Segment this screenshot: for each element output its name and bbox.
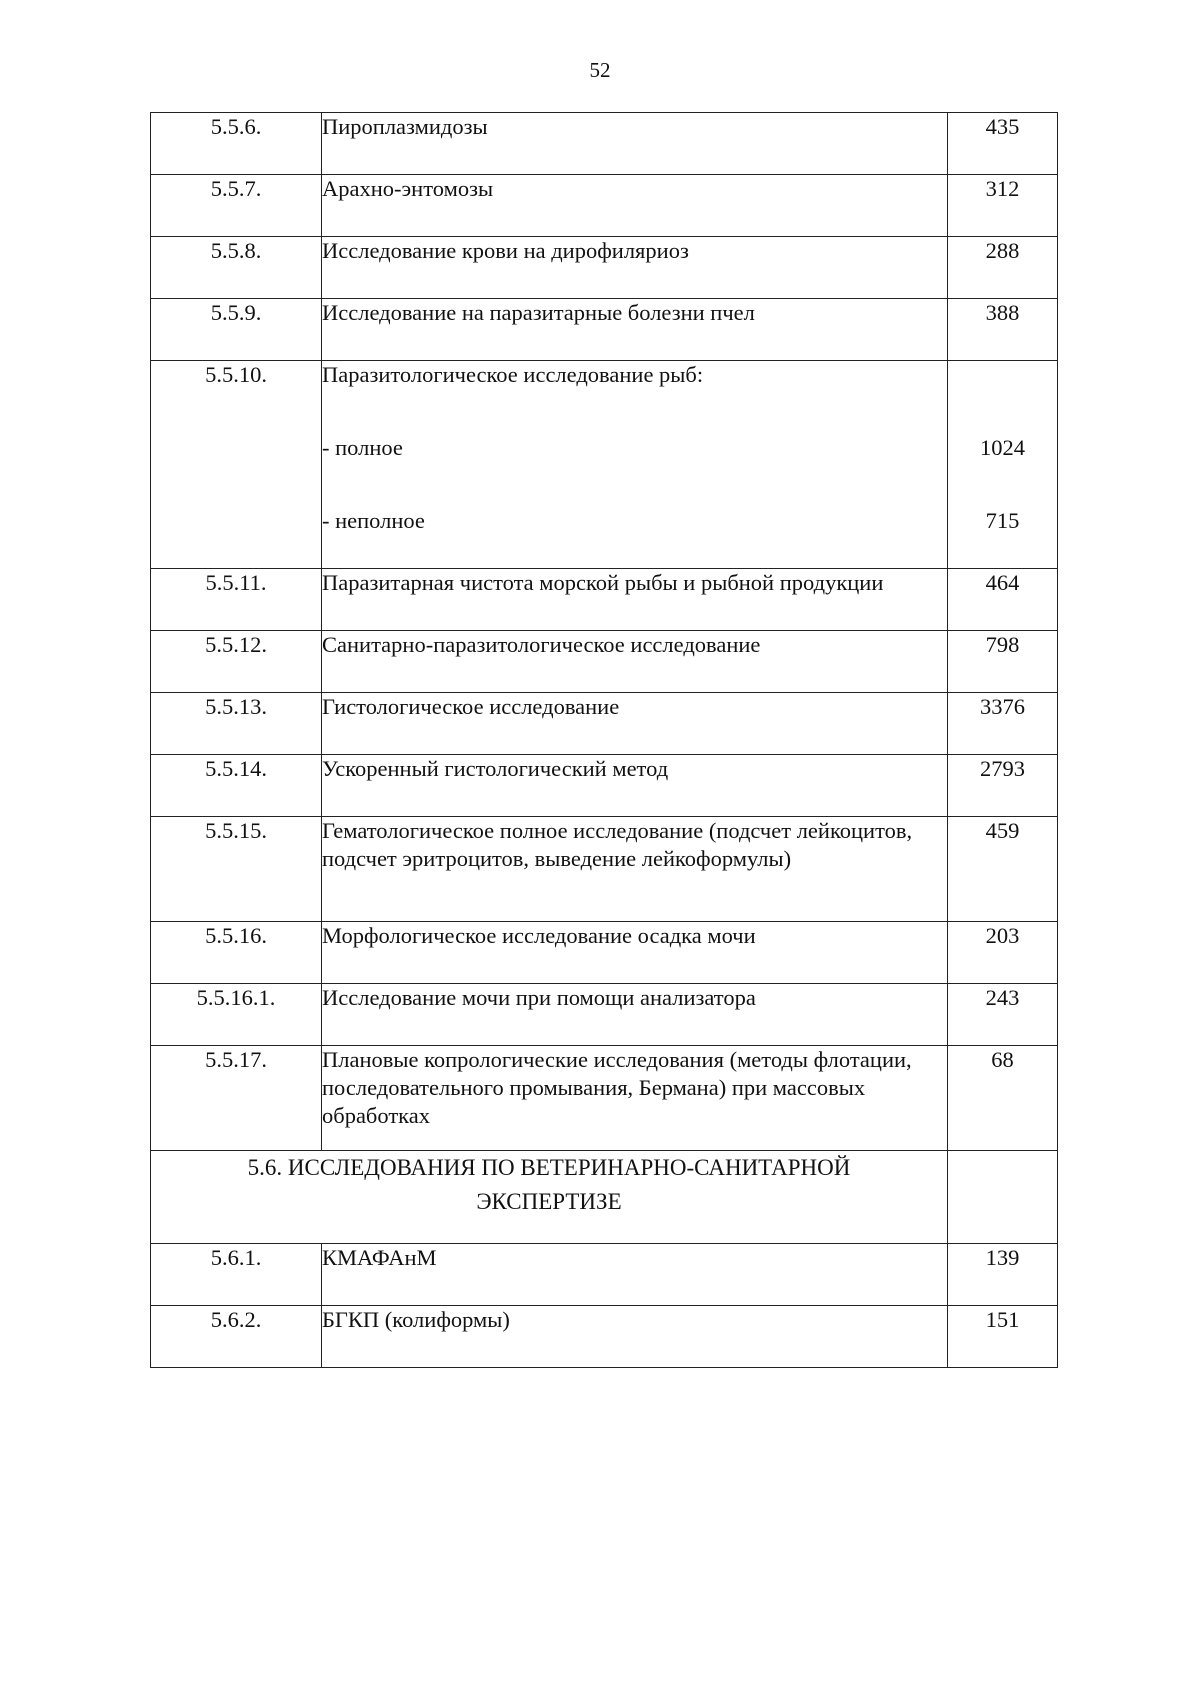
table-row — [151, 1244, 1058, 1306]
row-name: Гистологическое исследование — [322, 693, 948, 755]
row-name: Морфологическое исследование осадка мочи — [322, 922, 948, 984]
table-row — [151, 693, 1058, 755]
row-code: 5.5.17. — [151, 1046, 322, 1151]
row-name: Исследование крови на дирофиляриоз — [322, 237, 948, 299]
subitem-price: 1024 — [980, 435, 1025, 460]
table-row — [151, 922, 1058, 984]
row-price: 139 — [948, 1244, 1058, 1306]
row-code: 5.5.16.1. — [151, 984, 322, 1046]
row-code: 5.5.14. — [151, 755, 322, 817]
section-title-line1: 5.6. ИССЛЕДОВАНИЯ ПО ВЕТЕРИНАРНО-САНИТАРНОЙ — [247, 1155, 851, 1180]
row-name: Санитарно-паразитологическое исследование — [322, 631, 948, 693]
row-name: Исследование мочи при помощи анализатора — [322, 984, 948, 1046]
row-code: 5.5.7. — [151, 175, 322, 237]
row-code: 5.5.10. — [151, 361, 322, 569]
row-code: 5.6.2. — [151, 1306, 322, 1368]
row-code: 5.5.15. — [151, 817, 322, 922]
table-row — [151, 755, 1058, 817]
row-price-empty — [948, 361, 1057, 434]
row-name: КМАФАнМ — [322, 1244, 948, 1306]
row-price: 68 — [948, 1046, 1058, 1151]
table-row — [151, 817, 1058, 922]
subitem-name: - неполное — [322, 508, 425, 533]
table-row-with-subitems — [151, 361, 1058, 569]
section-price-empty — [948, 1151, 1058, 1244]
page-number: 52 — [589, 58, 611, 82]
row-name: Исследование на паразитарные болезни пчел — [322, 299, 948, 361]
row-name: Плановые копрологические исследования (методы флотации, последовательного промывания, Бермана) при массовых обработках — [322, 1046, 948, 1151]
row-code: 5.5.13. — [151, 693, 322, 755]
row-name-group — [322, 361, 948, 569]
table-row — [151, 1306, 1058, 1368]
table-row — [151, 237, 1058, 299]
row-name: Арахно-энтомозы — [322, 175, 948, 237]
row-code: 5.5.12. — [151, 631, 322, 693]
row-price: 203 — [948, 922, 1058, 984]
row-code: 5.5.11. — [151, 569, 322, 631]
row-price: 459 — [948, 817, 1058, 922]
table-row — [151, 299, 1058, 361]
row-name: БГКП (колиформы) — [322, 1306, 948, 1368]
row-code: 5.5.9. — [151, 299, 322, 361]
row-code: 5.6.1. — [151, 1244, 322, 1306]
row-price: 151 — [948, 1306, 1058, 1368]
table-row — [151, 113, 1058, 175]
row-name: Паразитологическое исследование рыб: — [322, 362, 704, 387]
row-price: 243 — [948, 984, 1058, 1046]
row-name: Гематологическое полное исследование (подсчет лейкоцитов, подсчет эритроцитов, выведение лейкоформулы) — [322, 817, 948, 922]
row-price: 388 — [948, 299, 1058, 361]
table-row — [151, 175, 1058, 237]
table-row — [151, 569, 1058, 631]
row-price: 312 — [948, 175, 1058, 237]
section-header-row — [151, 1151, 1058, 1244]
table-row — [151, 984, 1058, 1046]
row-name: Ускоренный гистологический метод — [322, 755, 948, 817]
row-price: 3376 — [948, 693, 1058, 755]
row-price: 2793 — [948, 755, 1058, 817]
row-code: 5.5.8. — [151, 237, 322, 299]
row-price-group — [948, 361, 1058, 569]
row-price: 464 — [948, 569, 1058, 631]
row-code: 5.5.16. — [151, 922, 322, 984]
row-price: 288 — [948, 237, 1058, 299]
row-name: Паразитарная чистота морской рыбы и рыбной продукции — [322, 569, 948, 631]
section-title-line2: ЭКСПЕРТИЗЕ — [476, 1189, 622, 1214]
price-table — [150, 112, 1058, 1368]
section-title — [151, 1151, 948, 1244]
table-row — [151, 1046, 1058, 1151]
row-price: 435 — [948, 113, 1058, 175]
subitem-price: 715 — [985, 508, 1020, 533]
row-code: 5.5.6. — [151, 113, 322, 175]
row-name: Пироплазмидозы — [322, 113, 948, 175]
table-row — [151, 631, 1058, 693]
row-price: 798 — [948, 631, 1058, 693]
subitem-name: - полное — [322, 435, 403, 460]
